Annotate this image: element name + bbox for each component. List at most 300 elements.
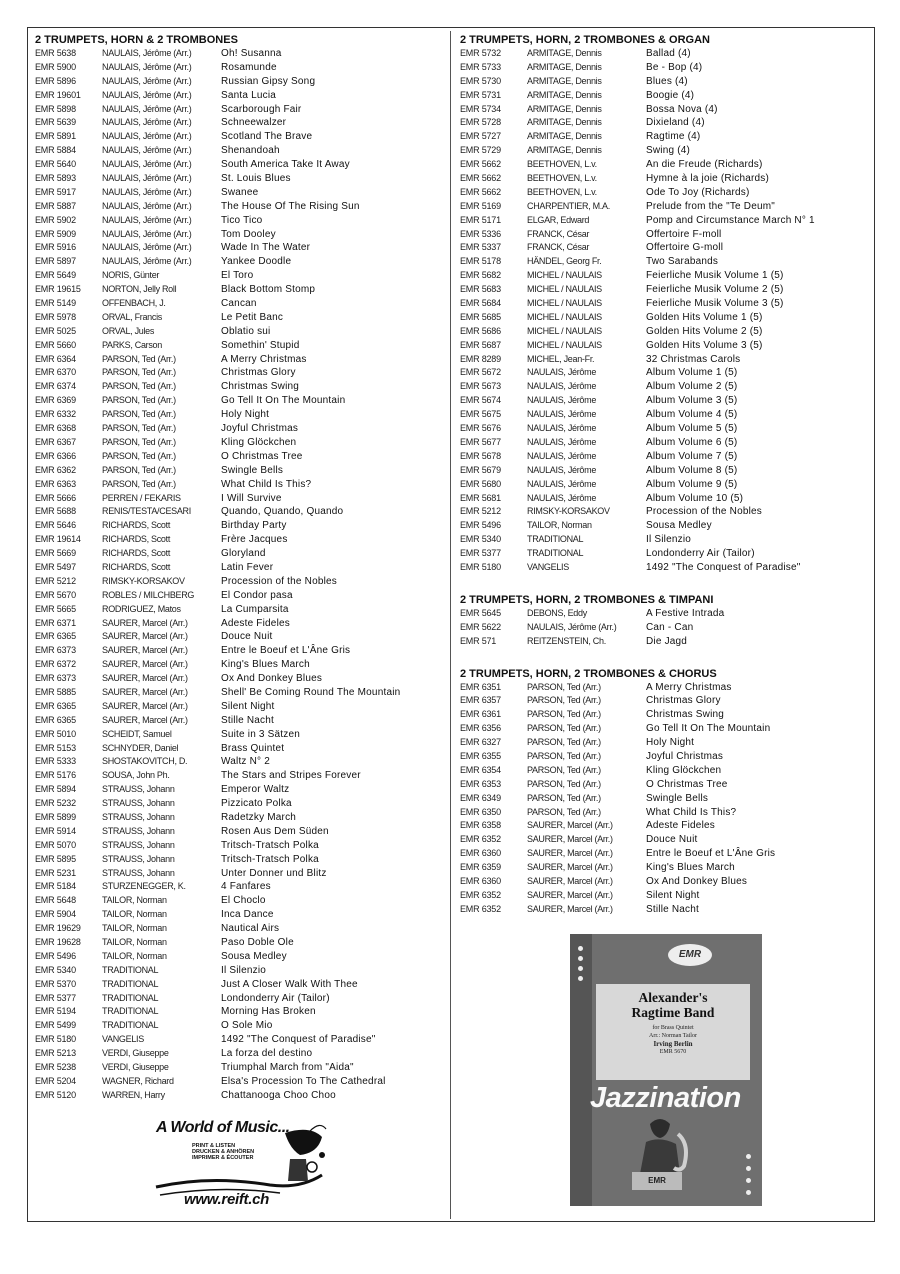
composer: PARSON, Ted (Arr.): [102, 409, 176, 420]
composer: NAULAIS, Jérôme: [527, 450, 597, 461]
composer: NAULAIS, Jérôme: [527, 423, 597, 434]
composer: SOUSA, John Ph.: [102, 770, 170, 781]
catalog-number: EMR 6369: [35, 395, 76, 406]
composer: NAULAIS, Jérôme: [527, 367, 597, 378]
piece-title: Pizzicato Polka: [221, 798, 292, 810]
catalog-row: [460, 200, 870, 214]
composer: STRAUSS, Johann: [102, 798, 175, 809]
section-title: 2 TRUMPETS, HORN, 2 TROMBONES & ORGAN: [460, 34, 710, 46]
catalog-number: EMR 5670: [35, 589, 76, 600]
catalog-row: [460, 847, 870, 861]
catalog-number: EMR 5232: [35, 798, 76, 809]
composer: DEBONS, Eddy: [527, 607, 587, 618]
piece-title: Holy Night: [221, 409, 270, 421]
catalog-number: EMR 5025: [35, 325, 76, 336]
catalog-number: EMR 5662: [460, 159, 501, 170]
piece-title: Blues (4): [646, 75, 688, 87]
catalog-row: [35, 103, 445, 117]
catalog-number: EMR 5676: [460, 423, 501, 434]
catalog-number: EMR 6363: [35, 478, 76, 489]
catalog-number: EMR 5732: [460, 48, 501, 58]
catalog-row: [460, 681, 870, 695]
piece-title: Silent Night: [221, 700, 275, 712]
catalog-number: EMR 5688: [35, 506, 76, 517]
composer: NAULAIS, Jérôme (Arr.): [102, 186, 192, 197]
composer: PARSON, Ted (Arr.): [527, 764, 601, 775]
composer: MICHEL / NAULAIS: [527, 339, 602, 350]
piece-title: O Christmas Tree: [646, 778, 728, 790]
catalog-row: [460, 607, 870, 621]
catalog-row: [35, 894, 445, 908]
catalog-section: [460, 667, 870, 917]
piece-title: Album Volume 1 (5): [646, 367, 738, 379]
catalog-number: EMR 5727: [460, 131, 501, 142]
composer: PARSON, Ted (Arr.): [527, 723, 601, 734]
catalog-number: EMR 5180: [35, 1034, 76, 1045]
cover-title-line: Alexander's: [638, 990, 708, 1005]
piece-title: South America Take It Away: [221, 159, 350, 171]
catalog-number: EMR 5646: [35, 520, 76, 531]
composer: VANGELIS: [527, 561, 569, 572]
composer: PARSON, Ted (Arr.): [527, 681, 601, 692]
cover-sub-line: for Brass Quintet: [652, 1025, 694, 1031]
composer: MICHEL / NAULAIS: [527, 311, 602, 322]
catalog-number: EMR 5645: [460, 607, 501, 618]
catalog-number: EMR 6373: [35, 673, 76, 684]
catalog-number: EMR 5895: [35, 853, 76, 864]
catalog-row: [460, 450, 870, 464]
catalog-number: EMR 5638: [35, 48, 76, 58]
catalog-number: EMR 6365: [35, 631, 76, 642]
column-divider: [450, 31, 451, 1219]
composer: PARSON, Ted (Arr.): [102, 423, 176, 434]
catalog-number: EMR 5649: [35, 270, 76, 281]
composer: NAULAIS, Jérôme (Arr.): [102, 214, 192, 225]
catalog-row: [35, 339, 445, 353]
catalog-number: EMR 5730: [460, 75, 501, 86]
catalog-row: [35, 283, 445, 297]
piece-title: Triumphal March from "Aida": [221, 1062, 354, 1074]
catalog-row: [35, 1005, 445, 1019]
piece-title: Le Petit Banc: [221, 311, 284, 323]
catalog-row: [460, 778, 870, 792]
catalog-row: [35, 75, 445, 89]
piece-title: Can - Can: [646, 621, 694, 633]
composer: RIMSKY-KORSAKOV: [102, 575, 185, 586]
catalog-number: EMR 5898: [35, 103, 76, 114]
catalog-number: EMR 5917: [35, 186, 76, 197]
composer: NAULAIS, Jérôme (Arr.): [102, 228, 192, 239]
catalog-number: EMR 5231: [35, 867, 76, 878]
cover-sub-line: Arr.: Norman Tailor: [649, 1033, 697, 1039]
catalog-row: [35, 561, 445, 575]
piece-title: Album Volume 2 (5): [646, 381, 738, 393]
piece-title: Swing (4): [646, 145, 691, 157]
composer: SAURER, Marcel (Arr.): [527, 820, 613, 831]
piece-title: Stille Nacht: [221, 714, 274, 726]
piece-title: A Festive Intrada: [646, 607, 725, 619]
composer: MICHEL / NAULAIS: [527, 325, 602, 336]
composer: ARMITAGE, Dennis: [527, 48, 602, 58]
catalog-row: [35, 658, 445, 672]
catalog-row: [460, 436, 870, 450]
composer: NAULAIS, Jérôme: [527, 464, 597, 475]
catalog-row: [35, 853, 445, 867]
catalog-row: [460, 722, 870, 736]
piece-title: 32 Christmas Carols: [646, 353, 741, 365]
composer: ARMITAGE, Dennis: [527, 131, 602, 142]
catalog-number: EMR 5902: [35, 214, 76, 225]
catalog-number: EMR 5885: [35, 686, 76, 697]
composer: VERDI, Giuseppe: [102, 1048, 169, 1059]
catalog-number: EMR 5194: [35, 1006, 76, 1017]
piece-title: Boogie (4): [646, 89, 695, 101]
piece-title: Suite in 3 Sätzen: [221, 728, 301, 740]
composer: PARSON, Ted (Arr.): [102, 353, 176, 364]
piece-title: Tom Dooley: [221, 228, 276, 240]
piece-title: Tico Tico: [221, 214, 263, 226]
composer: STRAUSS, Johann: [102, 784, 175, 795]
catalog-number: EMR 5679: [460, 464, 501, 475]
book-cover: [570, 934, 762, 1206]
catalog-row: [35, 422, 445, 436]
catalog-row: [35, 130, 445, 144]
catalog-row: [35, 755, 445, 769]
piece-title: Shenandoah: [221, 145, 280, 157]
piece-title: Il Silenzio: [646, 534, 691, 546]
composer: SAURER, Marcel (Arr.): [102, 686, 188, 697]
catalog-number: EMR 5884: [35, 145, 76, 156]
catalog-row: [460, 875, 870, 889]
catalog-row: [460, 366, 870, 380]
composer: NAULAIS, Jérôme: [527, 381, 597, 392]
piece-title: La Cumparsita: [221, 603, 289, 615]
composer: NAULAIS, Jérôme (Arr.): [102, 61, 192, 72]
catalog-row: [460, 130, 870, 144]
reift-logo: [150, 1115, 330, 1215]
saxophone-player-icon: [620, 1114, 710, 1174]
composer: PARSON, Ted (Arr.): [527, 792, 601, 803]
catalog-number: EMR 6364: [35, 353, 76, 364]
catalog-number: EMR 5678: [460, 450, 501, 461]
piece-title: I Will Survive: [221, 492, 282, 504]
composer: TAILOR, Norman: [102, 909, 167, 920]
catalog-number: EMR 5904: [35, 909, 76, 920]
piece-title: Silent Night: [646, 889, 700, 901]
piece-title: Douce Nuit: [646, 834, 698, 846]
composer: NAULAIS, Jérôme (Arr.): [102, 173, 192, 184]
catalog-row: [35, 783, 445, 797]
catalog-row: [35, 172, 445, 186]
catalog-number: EMR 5497: [35, 561, 76, 572]
catalog-row: [460, 492, 870, 506]
catalog-number: EMR 6366: [35, 450, 76, 461]
catalog-number: EMR 5070: [35, 839, 76, 850]
composer: SAURER, Marcel (Arr.): [527, 903, 613, 914]
piece-title: Schneewalzer: [221, 117, 287, 129]
composer: NAULAIS, Jérôme: [527, 478, 597, 489]
catalog-number: EMR 19629: [35, 923, 81, 934]
catalog-number: EMR 5893: [35, 173, 76, 184]
catalog-row: [460, 283, 870, 297]
piece-title: What Child Is This?: [646, 806, 737, 818]
catalog-row: [460, 708, 870, 722]
composer: NAULAIS, Jérôme: [527, 492, 597, 503]
catalog-number: EMR 5680: [460, 478, 501, 489]
catalog-number: EMR 5660: [35, 339, 76, 350]
catalog-row: [460, 339, 870, 353]
catalog-section: [460, 593, 870, 649]
piece-title: Joyful Christmas: [646, 750, 724, 762]
catalog-number: EMR 6372: [35, 659, 76, 670]
composer: PARKS, Carson: [102, 339, 162, 350]
piece-title: Oblatio sui: [221, 325, 271, 337]
catalog-number: EMR 5238: [35, 1062, 76, 1073]
composer: BEETHOVEN, L.v.: [527, 159, 597, 170]
piece-title: Album Volume 9 (5): [646, 478, 738, 490]
catalog-row: [35, 255, 445, 269]
catalog-number: EMR 5900: [35, 61, 76, 72]
composer: PARSON, Ted (Arr.): [102, 450, 176, 461]
composer: RIMSKY-KORSAKOV: [527, 506, 610, 517]
catalog-number: EMR 6373: [35, 645, 76, 656]
composer: TRADITIONAL: [527, 534, 584, 545]
piece-title: Entre le Boeuf et L'Âne Gris: [646, 848, 776, 860]
piece-title: Rosamunde: [221, 61, 277, 73]
catalog-number: EMR 5377: [460, 548, 501, 559]
catalog-row: [460, 505, 870, 519]
piece-title: Album Volume 7 (5): [646, 450, 738, 462]
cover-dot: [746, 1166, 751, 1171]
composer: ARMITAGE, Dennis: [527, 61, 602, 72]
piece-title: Waltz N° 2: [221, 756, 270, 768]
piece-title: A Merry Christmas: [221, 353, 307, 365]
catalog-number: EMR 6350: [460, 806, 501, 817]
catalog-number: EMR 5682: [460, 270, 501, 281]
composer: BEETHOVEN, L.v.: [527, 186, 597, 197]
catalog-number: EMR 5333: [35, 756, 76, 767]
catalog-number: EMR 19601: [35, 89, 81, 100]
catalog-number: EMR 6352: [460, 903, 501, 914]
piece-title: St. Louis Blues: [221, 173, 291, 185]
piece-title: Black Bottom Stomp: [221, 284, 316, 296]
piece-title: Feierliche Musik Volume 2 (5): [646, 284, 784, 296]
piece-title: Tritsch-Tratsch Polka: [221, 839, 319, 851]
catalog-number: EMR 5899: [35, 811, 76, 822]
catalog-number: EMR 5729: [460, 145, 501, 156]
catalog-row: [35, 950, 445, 964]
cover-emr-badge: EMR: [668, 944, 712, 966]
composer: TAILOR, Norman: [102, 937, 167, 947]
composer: NAULAIS, Jérôme (Arr.): [102, 75, 192, 86]
cover-dot: [746, 1154, 751, 1159]
catalog-number: EMR 6361: [460, 709, 501, 720]
catalog-row: [35, 686, 445, 700]
composer: TAILOR, Norman: [527, 520, 592, 531]
composer: RICHARDS, Scott: [102, 561, 171, 572]
catalog-number: EMR 6362: [35, 464, 76, 475]
piece-title: Inca Dance: [221, 909, 274, 921]
catalog-row: [35, 61, 445, 75]
catalog-row: [35, 241, 445, 255]
section-title: 2 TRUMPETS, HORN, 2 TROMBONES & TIMPANI: [460, 593, 714, 606]
catalog-section: [35, 33, 445, 1103]
catalog-number: EMR 5891: [35, 131, 76, 142]
composer: TAILOR, Norman: [102, 923, 167, 934]
composer: ROBLES / MILCHBERG: [102, 589, 195, 600]
cover-title: [596, 990, 750, 1020]
catalog-number: EMR 5978: [35, 311, 76, 322]
piece-title: Somethin' Stupid: [221, 339, 300, 351]
cover-dot: [578, 966, 583, 971]
piece-title: Just A Closer Walk With Thee: [221, 978, 358, 990]
catalog-number: EMR 5377: [35, 992, 76, 1003]
composer: RICHARDS, Scott: [102, 520, 171, 531]
cover-series-word: Jazzination: [590, 1082, 741, 1114]
catalog-row: [460, 561, 870, 575]
piece-title: Russian Gipsy Song: [221, 75, 316, 87]
composer: WARREN, Harry: [102, 1089, 165, 1100]
catalog-row: [35, 269, 445, 283]
catalog-row: [35, 769, 445, 783]
piece-title: Swanee: [221, 186, 259, 198]
catalog-row: [35, 992, 445, 1006]
catalog-row: [35, 589, 445, 603]
piece-title: Tritsch-Tratsch Polka: [221, 853, 319, 865]
catalog-row: [35, 936, 445, 950]
catalog-number: EMR 5734: [460, 103, 501, 114]
catalog-row: [35, 519, 445, 533]
composer: TRADITIONAL: [102, 992, 159, 1003]
catalog-row: [35, 492, 445, 506]
catalog-row: [35, 464, 445, 478]
composer: CHARPENTIER, M.A.: [527, 200, 610, 211]
catalog-row: [460, 380, 870, 394]
composer: NAULAIS, Jérôme (Arr.): [102, 48, 192, 58]
piece-title: Prelude from the "Te Deum": [646, 200, 776, 212]
catalog-number: EMR 5687: [460, 339, 501, 350]
catalog-row: [35, 797, 445, 811]
catalog-number: EMR 5728: [460, 117, 501, 128]
piece-title: Golden Hits Volume 1 (5): [646, 311, 763, 323]
catalog-row: [460, 116, 870, 130]
piece-title: Album Volume 4 (5): [646, 409, 738, 421]
catalog-row: [35, 380, 445, 394]
catalog-row: [460, 228, 870, 242]
piece-title: The House Of The Rising Sun: [221, 200, 360, 212]
composer: MICHEL / NAULAIS: [527, 270, 602, 281]
catalog-number: EMR 6351: [460, 681, 501, 692]
catalog-row: [460, 61, 870, 75]
catalog-number: EMR 5499: [35, 1020, 76, 1031]
catalog-number: EMR 5169: [460, 200, 501, 211]
catalog-section: [460, 33, 870, 575]
catalog-row: [460, 47, 870, 61]
composer: STRAUSS, Johann: [102, 839, 175, 850]
catalog-row: [35, 311, 445, 325]
cover-sub-line: Irving Berlin: [653, 1040, 693, 1048]
composer: PARSON, Ted (Arr.): [527, 695, 601, 706]
composer: FRANCK, César: [527, 228, 590, 239]
catalog-row: [460, 736, 870, 750]
catalog-row: [35, 880, 445, 894]
catalog-row: [35, 478, 445, 492]
composer: SHOSTAKOVITCH, D.: [102, 756, 188, 767]
catalog-number: EMR 6358: [460, 820, 501, 831]
catalog-row: [35, 575, 445, 589]
composer: SAURER, Marcel (Arr.): [102, 700, 188, 711]
piece-title: The Stars and Stripes Forever: [221, 770, 361, 782]
piece-title: Feierliche Musik Volume 1 (5): [646, 270, 784, 282]
piece-title: Dixieland (4): [646, 117, 705, 129]
composer: ORVAL, Jules: [102, 325, 155, 336]
catalog-number: EMR 5666: [35, 492, 76, 503]
piece-title: Douce Nuit: [221, 631, 273, 643]
catalog-row: [35, 603, 445, 617]
catalog-row: [35, 700, 445, 714]
catalog-row: [460, 833, 870, 847]
catalog-number: EMR 5683: [460, 284, 501, 295]
catalog-number: EMR 5171: [460, 214, 501, 225]
catalog-row: [460, 694, 870, 708]
composer: NAULAIS, Jérôme (Arr.): [102, 145, 192, 156]
catalog-row: [35, 408, 445, 422]
catalog-number: EMR 19628: [35, 937, 81, 947]
catalog-row: [35, 617, 445, 631]
catalog-row: [460, 533, 870, 547]
catalog-number: EMR 5340: [35, 964, 76, 975]
piece-title: King's Blues March: [221, 659, 310, 671]
piece-title: Stille Nacht: [646, 903, 699, 915]
piece-title: Birthday Party: [221, 520, 287, 532]
catalog-row: [35, 200, 445, 214]
composer: NAULAIS, Jérôme (Arr.): [102, 117, 192, 128]
catalog-row: [35, 825, 445, 839]
catalog-number: EMR 5887: [35, 200, 76, 211]
catalog-row: [35, 908, 445, 922]
composer: NAULAIS, Jérôme: [527, 409, 597, 420]
catalog-row: [35, 714, 445, 728]
piece-title: Ox And Donkey Blues: [646, 875, 748, 887]
catalog-row: [460, 422, 870, 436]
catalog-row: [35, 1033, 445, 1047]
catalog-row: [460, 255, 870, 269]
catalog-number: EMR 5731: [460, 89, 501, 100]
piece-title: Ox And Donkey Blues: [221, 673, 323, 685]
logo-title: A World of Music...: [156, 1119, 290, 1136]
piece-title: Golden Hits Volume 3 (5): [646, 339, 763, 351]
composer: VERDI, Giuseppe: [102, 1062, 169, 1073]
piece-title: Kling Glöckchen: [221, 436, 297, 448]
composer: SCHNYDER, Daniel: [102, 742, 179, 753]
composer: RODRIGUEZ, Matos: [102, 603, 181, 614]
catalog-row: [35, 353, 445, 367]
composer: HÄNDEL, Georg Fr.: [527, 256, 602, 267]
composer: ARMITAGE, Dennis: [527, 75, 602, 86]
cover-sub-line: EMR 5670: [659, 1049, 687, 1055]
catalog-row: [35, 547, 445, 561]
catalog-row: [460, 819, 870, 833]
composer: STRAUSS, Johann: [102, 867, 175, 878]
piece-title: Album Volume 5 (5): [646, 423, 738, 435]
catalog-row: [35, 450, 445, 464]
catalog-number: EMR 5010: [35, 728, 76, 739]
piece-title: Sousa Medley: [646, 520, 712, 532]
composer: STRAUSS, Johann: [102, 853, 175, 864]
catalog-number: EMR 5673: [460, 381, 501, 392]
composer: SAURER, Marcel (Arr.): [527, 848, 613, 859]
composer: SAURER, Marcel (Arr.): [102, 673, 188, 684]
